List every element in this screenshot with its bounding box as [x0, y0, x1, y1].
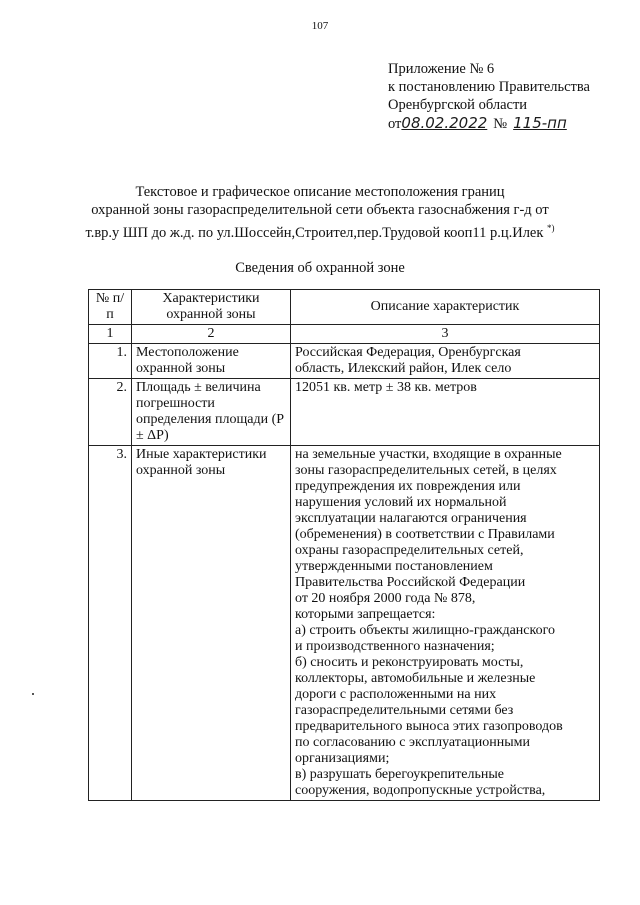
table-header-row — [89, 290, 600, 325]
table-row — [89, 379, 600, 446]
handwritten-number: 115-пп — [513, 114, 567, 132]
handwritten-date: 08.02.2022 — [401, 114, 488, 132]
description-line: предварительного выноса этих газопроводов — [295, 719, 563, 734]
description-line: зоны газораспределительных сетей, в целях — [295, 463, 557, 478]
header-number: № п/п — [89, 290, 132, 325]
row-number: 3. — [89, 446, 132, 801]
description-line: коллекторы, автомобильные и железные — [295, 671, 536, 686]
description-line: б) сносить и реконструировать мосты, — [295, 655, 524, 670]
date-prefix: от — [388, 116, 402, 132]
row-characteristic: Иные характеристики охранной зоны — [132, 446, 291, 801]
description-line: от 20 ноября 2000 года № 878, — [295, 591, 476, 606]
description-line: в) разрушать берегоукрепительные — [295, 767, 505, 782]
row-characteristic: Местоположение охранной зоны — [132, 344, 291, 379]
header-description: Описание характеристик — [291, 290, 600, 325]
row-characteristic: Площадь ± величина погрешности определения площади (P ± ΔP) — [132, 379, 291, 446]
description-line: охраны газораспределительных сетей, — [295, 543, 524, 558]
row-number: 2. — [89, 379, 132, 446]
appendix-line-1: Приложение № 6 — [388, 61, 495, 77]
title-line-3 — [40, 219, 600, 242]
description-line: дороги с расположенными на них — [295, 687, 497, 702]
description-line: 12051 кв. метр ± 38 кв. метров — [295, 380, 477, 395]
description-line: нарушения условий их нормальной — [295, 495, 507, 510]
title-footnote-mark: *) — [547, 223, 555, 233]
appendix-line-2: к постановлению Правительства — [388, 79, 590, 95]
description-line: сооружения, водопропускные устройства, — [295, 783, 546, 798]
description-line: Российская Федерация, Оренбургская — [295, 345, 521, 360]
description-line: а) строить объекты жилищно-гражданского — [295, 623, 555, 638]
row-description — [291, 379, 600, 446]
description-line: утвержденными постановлением — [295, 559, 493, 574]
title-line-2: охранной зоны газораспределительной сети объекта газоснабжения г-д от — [91, 202, 549, 218]
description-line: эксплуатации налагаются ограничения — [295, 511, 527, 526]
header-characteristics: Характеристики охранной зоны — [132, 290, 291, 325]
title-line-1: Текстовое и графическое описание местоположения границ — [135, 184, 505, 200]
description-line: предупреждения их повреждения или — [295, 479, 521, 494]
description-line: (обременения) в соответствии с Правилами — [295, 527, 555, 542]
appendix-date-line — [388, 114, 590, 133]
description-line: которыми запрещается: — [295, 607, 436, 622]
description-line: газораспределительными сетями без — [295, 703, 514, 718]
row-number: 1. — [89, 344, 132, 379]
description-line: и производственного назначения; — [295, 639, 495, 654]
page-number: 107 — [311, 20, 329, 32]
appendix-block — [388, 60, 590, 133]
document-title — [40, 183, 600, 242]
table-row — [89, 446, 600, 801]
appendix-line-3: Оренбургской области — [388, 97, 528, 113]
description-line: Правительства Российской Федерации — [295, 575, 526, 590]
index-cell: 3 — [291, 325, 600, 344]
title-line-3-text: т.вр.у ШП до ж.д. по ул.Шоссейн,Строител,пер.Трудовой кооп11 р.ц.Илек — [85, 224, 544, 241]
margin-dot — [32, 693, 34, 695]
table-index-row — [89, 325, 600, 344]
protection-zone-table — [88, 289, 600, 801]
section-title: Сведения об охранной зоне — [235, 260, 405, 276]
description-line: организациями; — [295, 751, 390, 766]
number-label: № — [493, 116, 508, 132]
description-line: область, Илекский район, Илек село — [295, 361, 512, 376]
index-cell: 1 — [89, 325, 132, 344]
index-cell: 2 — [132, 325, 291, 344]
table-row — [89, 344, 600, 379]
description-line: на земельные участки, входящие в охранные — [295, 447, 562, 462]
row-description — [291, 344, 600, 379]
description-line: по согласованию с эксплуатационными — [295, 735, 530, 750]
row-description — [291, 446, 600, 801]
